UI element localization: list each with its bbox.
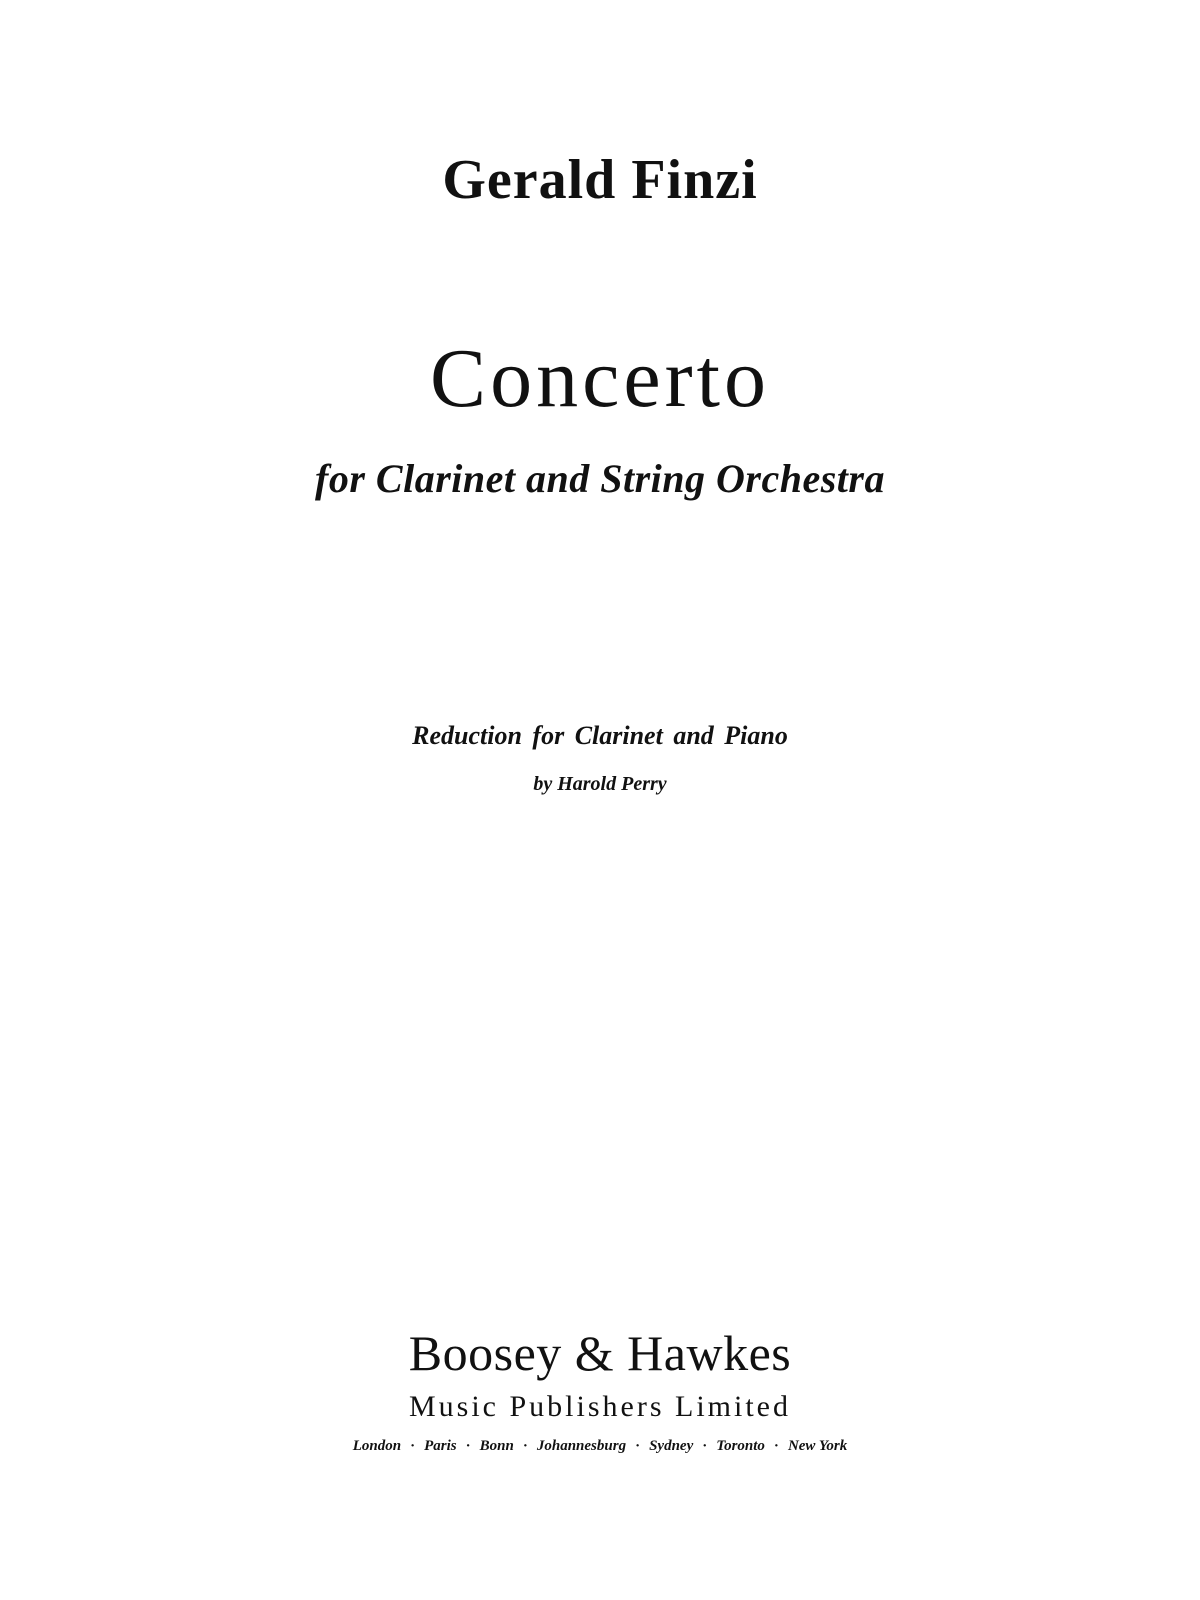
city-separator: · — [773, 1438, 779, 1454]
composer-name: Gerald Finzi — [442, 149, 758, 211]
reduction-note: Reduction for Clarinet and Piano — [412, 721, 788, 750]
publisher-name: Boosey & Hawkes — [408, 1325, 792, 1381]
city: Bonn — [479, 1438, 514, 1454]
city-separator: · — [635, 1438, 641, 1454]
city-separator: · — [522, 1438, 528, 1454]
city: Johannesburg — [536, 1438, 627, 1454]
city: New York — [787, 1438, 848, 1454]
publisher-cities — [0, 1438, 1200, 1455]
city: Paris — [424, 1438, 457, 1454]
city-separator: · — [465, 1438, 471, 1454]
city: Toronto — [716, 1438, 765, 1454]
city-separator: · — [410, 1438, 416, 1454]
city-separator: · — [702, 1438, 708, 1454]
work-title: Concerto — [430, 332, 770, 425]
work-subtitle: for Clarinet and String Orchestra — [315, 456, 885, 501]
publisher-subtitle: Music Publishers Limited — [409, 1390, 791, 1423]
arranger-credit: by Harold Perry — [533, 773, 667, 795]
city: Sydney — [649, 1438, 694, 1454]
city: London — [352, 1438, 402, 1454]
